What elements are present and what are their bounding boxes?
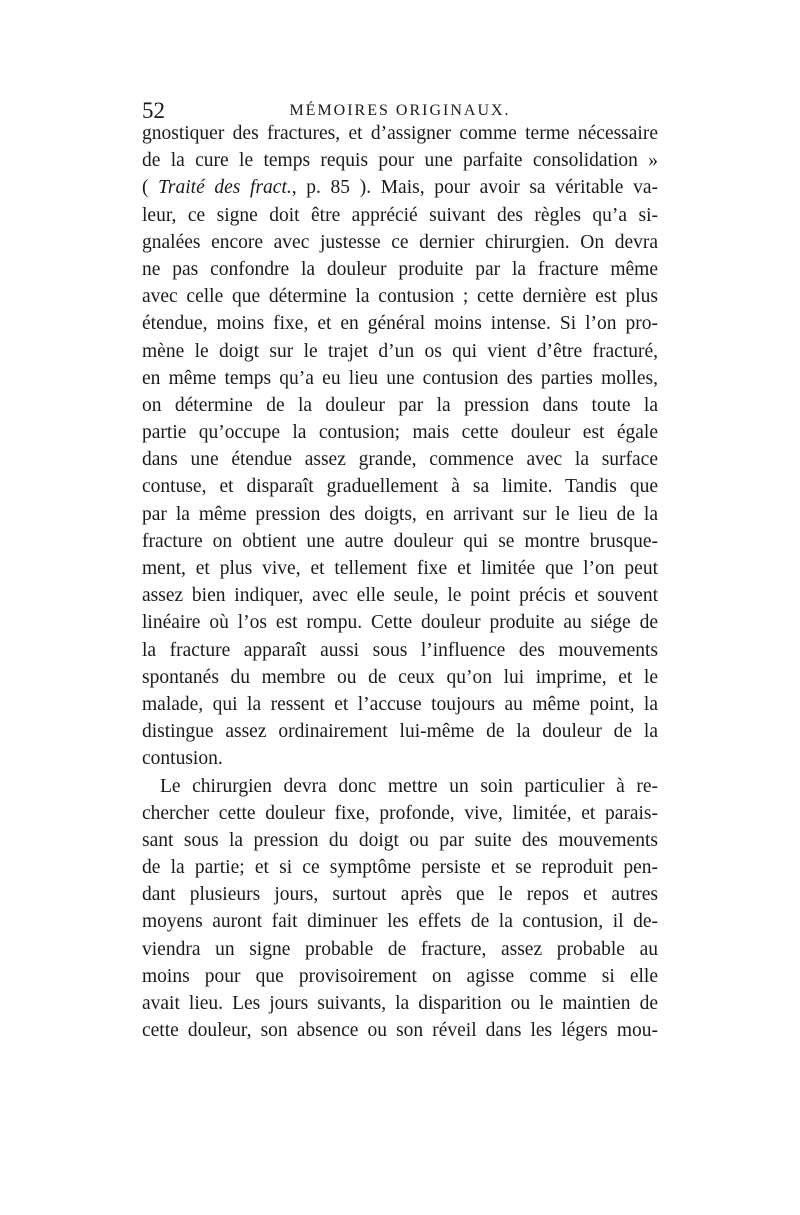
text-line: ment, et plus vive, et tellement fixe et limitée que l’on peut	[142, 558, 658, 579]
text-line: dans une étendue assez grande, commence avec la surface	[142, 449, 658, 471]
page-number: 52	[142, 98, 165, 123]
text-line: contuse, et disparaît graduellement à sa limite. Tandis que	[142, 476, 658, 498]
text-line: par la même pression des doigts, en arrivant sur le lieu de la	[142, 503, 658, 525]
text-line: de la partie; et si ce symptôme persiste et se reproduit pen-	[142, 857, 658, 879]
text-line: Le chirurgien devra donc mettre un soin particulier à re-	[160, 775, 658, 797]
text-line: étendue, moins fixe, et en général moins intense. Si l’on pro-	[142, 313, 658, 335]
text-line: ne pas confondre la douleur produite par la fracture même	[142, 258, 658, 280]
text-line: malade, qui la ressent et l’accuse toujours au même point, la	[142, 693, 658, 715]
text-line: gnostiquer des fractures, et d’assigner comme terme nécessaire	[142, 123, 658, 144]
text-line: dant plusieurs jours, surtout après que le repos et autres	[142, 884, 658, 906]
text-line: la fracture apparaît aussi sous l’influence des mouvements	[142, 639, 658, 661]
text-line: gnalées encore avec justesse ce dernier chirurgien. On devra	[142, 231, 658, 253]
text-line: on détermine de la douleur par la pression dans toute la	[142, 394, 658, 416]
text-line: spontanés du membre ou de ceux qu’on lui imprime, et le	[142, 666, 658, 688]
citation-title: Traité des fract.	[158, 177, 292, 199]
text-line: sant sous la pression du doigt ou par suite des mouvements	[142, 829, 658, 851]
text-line: moins pour que provisoirement on agisse comme si elle	[142, 965, 658, 987]
text-line: leur, ce signe doit être apprécié suivant des règles qu’a si-	[142, 204, 658, 226]
text-line: assez bien indiquer, avec elle seule, le point précis et souvent	[142, 585, 658, 607]
text-line: chercher cette douleur fixe, profonde, vive, limitée, et parais-	[142, 802, 658, 824]
text-line: en même temps qu’a eu lieu une contusion des parties molles,	[142, 367, 658, 389]
running-head: MÉMOIRES ORIGINAUX.	[289, 102, 511, 119]
text-line: viendra un signe probable de fracture, assez probable au	[142, 938, 658, 960]
text-line: linéaire où l’os est rompu. Cette douleur produite au siége de	[142, 612, 658, 634]
text-line: partie qu’occupe la contusion; mais cette douleur est égale	[142, 422, 658, 444]
text-line: cette douleur, son absence ou son réveil dans les légers mou-	[142, 1020, 658, 1042]
body-text	[142, 120, 658, 1044]
text-line: contusion.	[142, 748, 223, 770]
text-line: de la cure le temps requis pour une parfaite consolidation »	[142, 150, 658, 172]
text-line: mène le doigt sur le trajet d’un os qui vient d’être fracturé,	[142, 340, 658, 362]
text-line: ( Traité des fract., p. 85 ). Mais, pour avoir sa véritable va-	[142, 177, 658, 199]
text-line: distingue assez ordinairement lui-même de la douleur de la	[142, 721, 658, 743]
text-line: fracture on obtient une autre douleur qui se montre brusque-	[142, 530, 658, 552]
text-line: avec celle que détermine la contusion ; cette dernière est plus	[142, 286, 658, 308]
text-line: moyens auront fait diminuer les effets de la contusion, il de-	[142, 911, 658, 933]
text-line: avait lieu. Les jours suivants, la disparition ou le maintien de	[142, 993, 658, 1014]
